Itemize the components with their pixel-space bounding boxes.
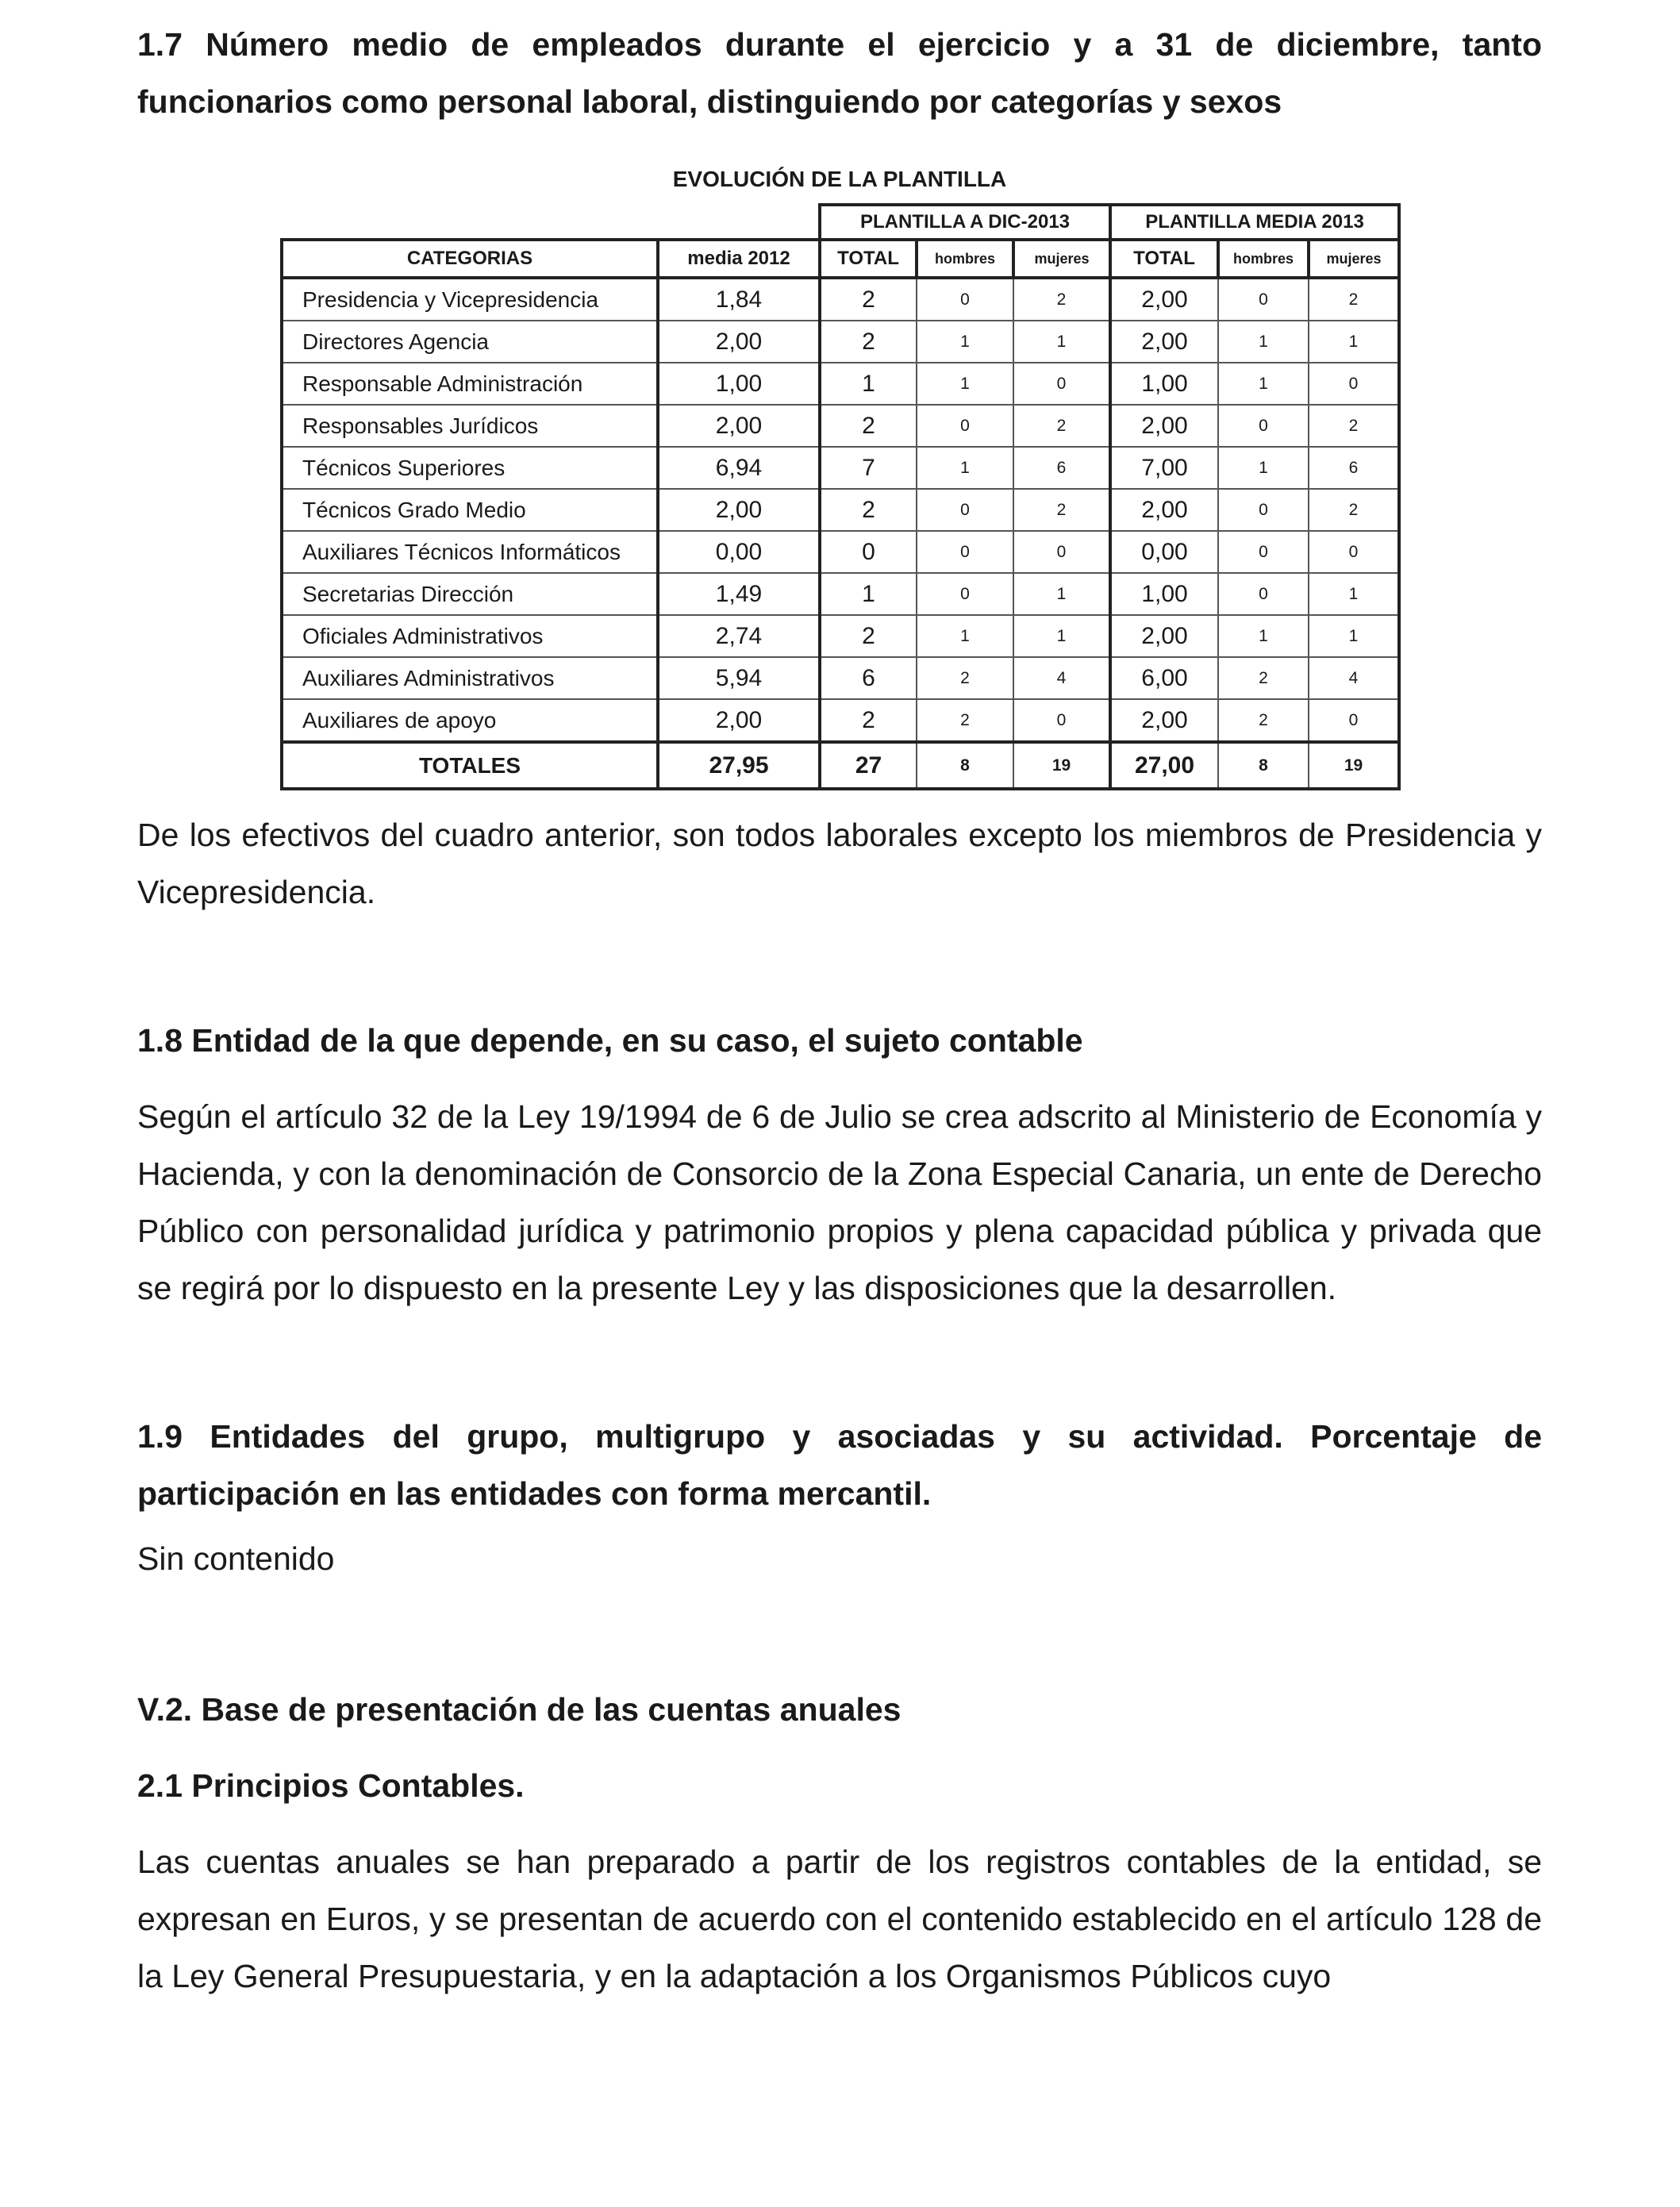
cell-med-total: 1,00 <box>1110 573 1218 615</box>
table-row <box>282 489 1399 531</box>
cell-med-total: 2,00 <box>1110 615 1218 657</box>
laborales-paragraph: De los efectivos del cuadro anterior, son todos laborales excepto los miembros de Presidencia y Vicepresidencia. <box>137 817 1542 910</box>
cell-med-hombres: 1 <box>1218 363 1309 405</box>
cell-dic-hombres: 0 <box>917 531 1013 573</box>
cell-med-total: 27,00 <box>1110 742 1218 789</box>
cell-dic-total: 0 <box>820 531 917 573</box>
cell-med-hombres: 8 <box>1218 742 1309 789</box>
cell-categoria: Técnicos Superiores <box>282 447 658 489</box>
col-header-dic-total: TOTAL <box>820 240 917 278</box>
cell-dic-mujeres: 4 <box>1013 657 1110 699</box>
col-header-dic-hombres: hombres <box>917 240 1013 278</box>
cell-categoria: Responsables Jurídicos <box>282 405 658 447</box>
cell-dic-total: 2 <box>820 321 917 363</box>
cell-med-hombres: 1 <box>1218 321 1309 363</box>
cell-media2012: 1,84 <box>658 278 820 321</box>
cell-med-hombres: 0 <box>1218 573 1309 615</box>
cell-med-mujeres: 2 <box>1309 278 1399 321</box>
cell-media2012: 6,94 <box>658 447 820 489</box>
document-page <box>137 16 1542 2005</box>
cell-dic-hombres: 0 <box>917 278 1013 321</box>
cell-med-total: 2,00 <box>1110 321 1218 363</box>
cell-med-mujeres: 0 <box>1309 531 1399 573</box>
cell-categoria: Oficiales Administrativos <box>282 615 658 657</box>
col-header-categorias: CATEGORIAS <box>282 240 658 278</box>
cell-med-hombres: 1 <box>1218 615 1309 657</box>
col-header-media2012: media 2012 <box>658 240 820 278</box>
cell-med-mujeres: 1 <box>1309 321 1399 363</box>
cell-media2012: 0,00 <box>658 531 820 573</box>
cell-media2012: 27,95 <box>658 742 820 789</box>
cell-med-total: 2,00 <box>1110 489 1218 531</box>
cell-med-mujeres: 0 <box>1309 699 1399 742</box>
table-row <box>282 278 1399 321</box>
section-2-1-body: Las cuentas anuales se han preparado a partir de los registros contables de la entidad, se expresan en Euros, y se presentan de acuerdo con el contenido establecido en el artículo 128 de la Ley General Presupuestaria, y en la adaptación a los Organismos Públicos cuyo <box>137 1844 1542 1994</box>
table-row <box>282 447 1399 489</box>
cell-categoria: Técnicos Grado Medio <box>282 489 658 531</box>
cell-dic-hombres: 0 <box>917 489 1013 531</box>
cell-dic-mujeres: 0 <box>1013 531 1110 573</box>
section-v2-heading: V.2. Base de presentación de las cuentas anuales <box>137 1691 902 1728</box>
cell-dic-mujeres: 0 <box>1013 699 1110 742</box>
cell-med-mujeres: 1 <box>1309 615 1399 657</box>
section-1-8-heading: 1.8 Entidad de la que depende, en su caso, el sujeto contable <box>137 1022 1083 1059</box>
col-header-med-mujeres: mujeres <box>1309 240 1399 278</box>
cell-dic-hombres: 1 <box>917 447 1013 489</box>
cell-med-total: 2,00 <box>1110 278 1218 321</box>
cell-dic-mujeres: 0 <box>1013 363 1110 405</box>
cell-dic-mujeres: 2 <box>1013 405 1110 447</box>
cell-categoria: Auxiliares de apoyo <box>282 699 658 742</box>
cell-med-hombres: 0 <box>1218 489 1309 531</box>
cell-dic-mujeres: 2 <box>1013 489 1110 531</box>
section-1-9-body: Sin contenido <box>137 1540 335 1577</box>
cell-dic-total: 2 <box>820 615 917 657</box>
cell-dic-mujeres: 2 <box>1013 278 1110 321</box>
cell-media2012: 1,49 <box>658 573 820 615</box>
cell-med-hombres: 0 <box>1218 531 1309 573</box>
cell-dic-hombres: 8 <box>917 742 1013 789</box>
cell-categoria: Auxiliares Técnicos Informáticos <box>282 531 658 573</box>
cell-med-hombres: 2 <box>1218 699 1309 742</box>
cell-med-mujeres: 6 <box>1309 447 1399 489</box>
cell-dic-hombres: 2 <box>917 657 1013 699</box>
cell-media2012: 2,00 <box>658 321 820 363</box>
cell-med-mujeres: 2 <box>1309 489 1399 531</box>
cell-dic-mujeres: 1 <box>1013 573 1110 615</box>
cell-media2012: 2,00 <box>658 405 820 447</box>
table-container <box>137 203 1542 806</box>
cell-med-total: 2,00 <box>1110 699 1218 742</box>
table-row <box>282 363 1399 405</box>
cell-dic-hombres: 1 <box>917 321 1013 363</box>
cell-categoria: Presidencia y Vicepresidencia <box>282 278 658 321</box>
table-row <box>282 321 1399 363</box>
cell-med-total: 7,00 <box>1110 447 1218 489</box>
table-caption: EVOLUCIÓN DE LA PLANTILLA <box>672 167 1007 191</box>
table-row <box>282 405 1399 447</box>
cell-med-mujeres: 19 <box>1309 742 1399 789</box>
cell-med-total: 1,00 <box>1110 363 1218 405</box>
table-row <box>282 531 1399 573</box>
plantilla-table <box>280 203 1401 790</box>
table-row <box>282 699 1399 742</box>
col-header-med-hombres: hombres <box>1218 240 1309 278</box>
column-header-row <box>282 240 1399 278</box>
cell-med-hombres: 0 <box>1218 278 1309 321</box>
cell-dic-mujeres: 19 <box>1013 742 1110 789</box>
group-header-dic: PLANTILLA A DIC-2013 <box>820 205 1110 240</box>
cell-med-total: 6,00 <box>1110 657 1218 699</box>
cell-med-mujeres: 1 <box>1309 573 1399 615</box>
table-row <box>282 615 1399 657</box>
cell-med-mujeres: 0 <box>1309 363 1399 405</box>
cell-dic-total: 2 <box>820 699 917 742</box>
cell-categoria: TOTALES <box>282 742 658 789</box>
group-header-media: PLANTILLA MEDIA 2013 <box>1110 205 1399 240</box>
cell-dic-hombres: 1 <box>917 363 1013 405</box>
cell-categoria: Responsable Administración <box>282 363 658 405</box>
cell-categoria: Directores Agencia <box>282 321 658 363</box>
cell-dic-total: 7 <box>820 447 917 489</box>
cell-categoria: Auxiliares Administrativos <box>282 657 658 699</box>
cell-dic-total: 2 <box>820 405 917 447</box>
group-header-row <box>282 205 1399 240</box>
cell-dic-hombres: 1 <box>917 615 1013 657</box>
cell-med-hombres: 2 <box>1218 657 1309 699</box>
cell-dic-total: 27 <box>820 742 917 789</box>
cell-med-mujeres: 2 <box>1309 405 1399 447</box>
table-row <box>282 573 1399 615</box>
cell-dic-total: 2 <box>820 489 917 531</box>
cell-categoria: Secretarias Dirección <box>282 573 658 615</box>
cell-dic-mujeres: 1 <box>1013 615 1110 657</box>
cell-media2012: 2,00 <box>658 489 820 531</box>
table-row <box>282 657 1399 699</box>
cell-med-mujeres: 4 <box>1309 657 1399 699</box>
cell-dic-hombres: 0 <box>917 405 1013 447</box>
cell-dic-mujeres: 1 <box>1013 321 1110 363</box>
cell-med-total: 0,00 <box>1110 531 1218 573</box>
cell-dic-total: 2 <box>820 278 917 321</box>
cell-dic-mujeres: 6 <box>1013 447 1110 489</box>
col-header-med-total: TOTAL <box>1110 240 1218 278</box>
section-2-1-heading: 2.1 Principios Contables. <box>137 1767 525 1804</box>
section-1-7-heading: 1.7 Número medio de empleados durante el ejercicio y a 31 de diciembre, tanto funcionarios como personal laboral, distinguiendo por categorías y sexos <box>137 26 1542 120</box>
cell-media2012: 2,74 <box>658 615 820 657</box>
cell-media2012: 2,00 <box>658 699 820 742</box>
cell-med-hombres: 1 <box>1218 447 1309 489</box>
cell-dic-hombres: 0 <box>917 573 1013 615</box>
cell-med-total: 2,00 <box>1110 405 1218 447</box>
cell-media2012: 1,00 <box>658 363 820 405</box>
cell-med-hombres: 0 <box>1218 405 1309 447</box>
totals-row <box>282 742 1399 789</box>
col-header-dic-mujeres: mujeres <box>1013 240 1110 278</box>
section-1-9-heading: 1.9 Entidades del grupo, multigrupo y asociadas y su actividad. Porcentaje de participación en las entidades con forma mercantil. <box>137 1418 1542 1512</box>
cell-dic-total: 1 <box>820 573 917 615</box>
cell-dic-total: 6 <box>820 657 917 699</box>
cell-media2012: 5,94 <box>658 657 820 699</box>
section-1-8-body: Según el artículo 32 de la Ley 19/1994 de 6 de Julio se crea adscrito al Ministerio de Economía y Hacienda, y con la denominación de Consorcio de la Zona Especial Canaria, un ente de Derecho Público con personalidad jurídica y patrimonio propios y plena capacidad pública y privada que se regirá por lo dispuesto en la presente Ley y las disposiciones que la desarrollen. <box>137 1098 1542 1306</box>
cell-dic-total: 1 <box>820 363 917 405</box>
cell-dic-hombres: 2 <box>917 699 1013 742</box>
